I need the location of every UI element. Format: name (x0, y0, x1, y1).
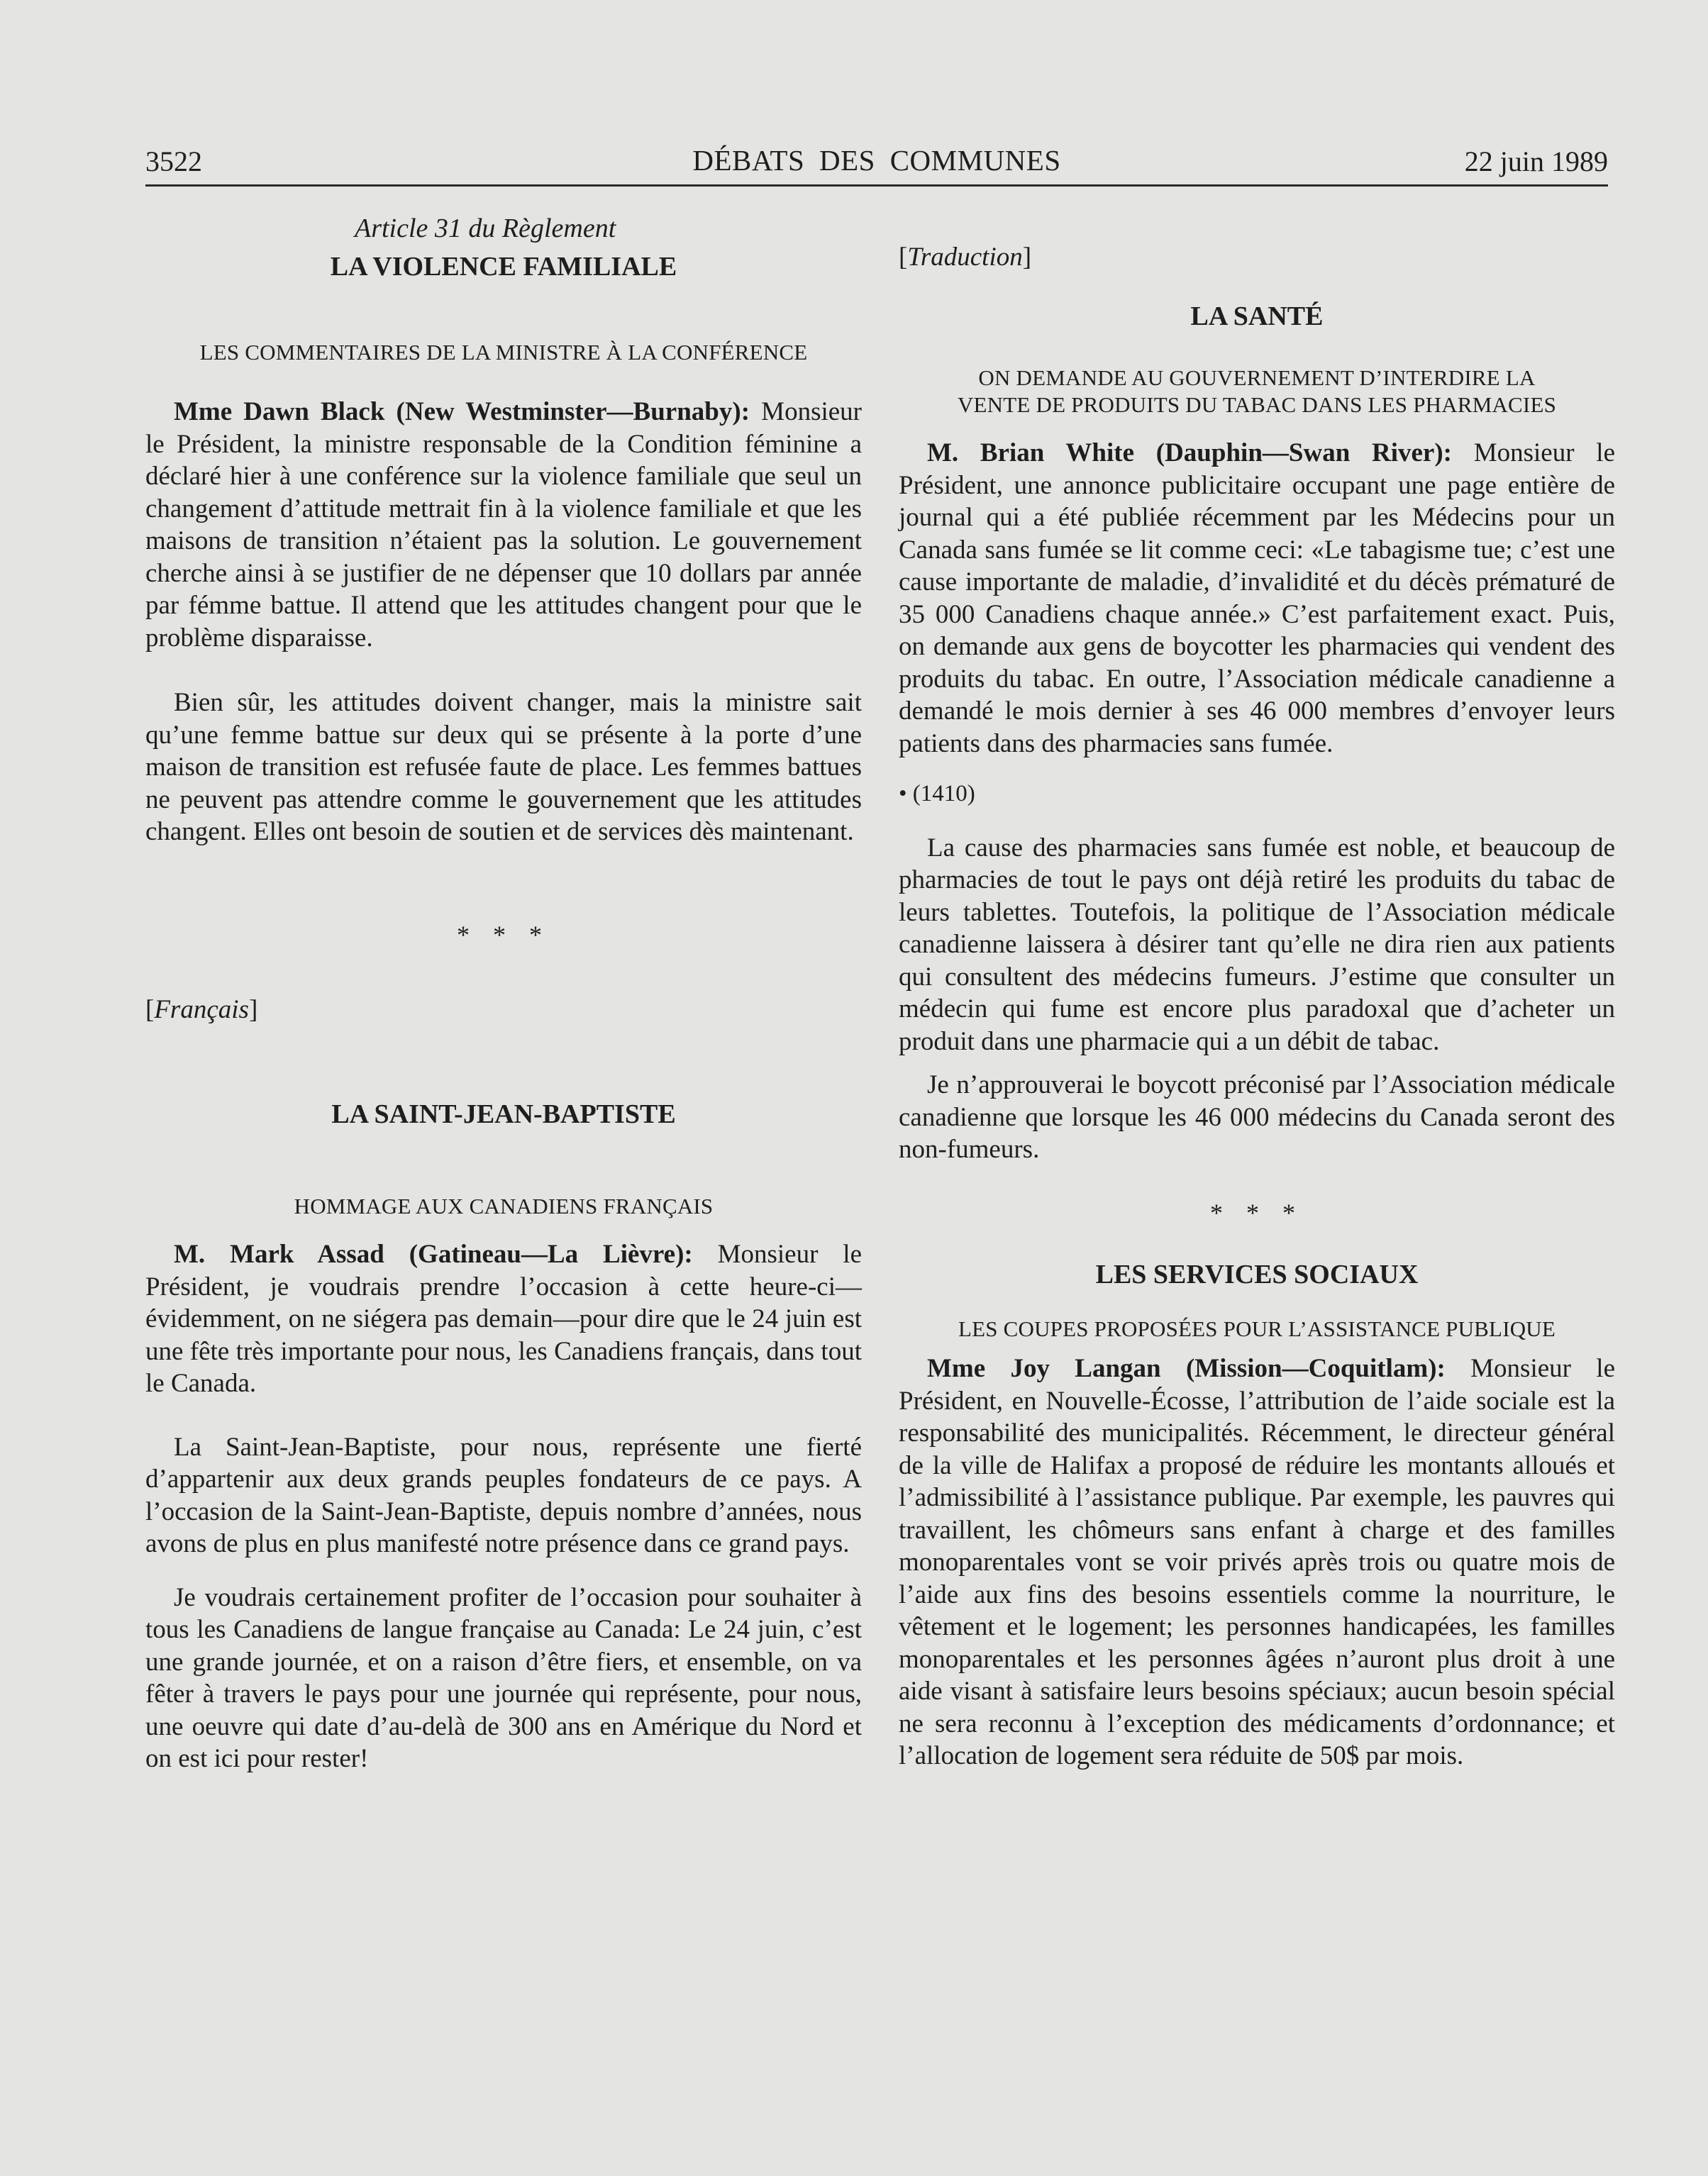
speaker-name: Mme Dawn Black (New Westminster—Burnaby): (174, 397, 750, 426)
language-tag: [Traduction] (899, 243, 1032, 272)
section-title: LA SAINT-JEAN-BAPTISTE (331, 1099, 676, 1129)
speech-paragraph: Mme Dawn Black (New Westminster—Burnaby): Monsieur le Président, la ministre responsable de la Condition féminine a déclaré hier à une conférence sur la violence familiale que seul un changement d’attitude mettrait fin à la violence familiale et que les maisons de transition n’étaient pas la solution. Le gouvernement cherche ainsi à se justifier de ne dépenser que 10 dollars par année par fémme battue. Il attend que les attitudes changent pour que le problème disparaisse. (145, 397, 862, 653)
section-subtitle: HOMMAGE AUX CANADIENS FRANÇAIS (294, 1194, 714, 1219)
speech-paragraph: Je voudrais certainement profiter de l’occasion pour souhaiter à tous les Canadiens de langue française au Canada: Le 24 juin, c’est une grande journée, et on a raison d’être fiers, et ensemble, on va fêter à travers le pays pour une journée qui représente, pour nous, une oeuvre qui date d’au-delà de 300 ans en Amérique du Nord et on est ici pour rester! (145, 1582, 862, 1773)
language-tag: [Français] (145, 995, 258, 1024)
speaker-name: Mme Joy Langan (Mission—Coquitlam): (927, 1354, 1446, 1383)
section-subtitle: LES COUPES PROPOSÉES POUR L’ASSISTANCE PUBLIQUE (958, 1316, 1556, 1341)
section-title: LA VIOLENCE FAMILIALE (330, 252, 677, 282)
speech-paragraph: La cause des pharmacies sans fumée est noble, et beaucoup de pharmacies de tout le pays ont déjà retiré les produits du tabac de leurs tablettes. Toutefois, la politique de l’Association médicale canadienne laissera à désirer tant qu’elle ne dira rien aux patients qui consultent des médecins fumeurs. J’estime que consulter un médecin qui fume est encore plus paradoxal que d’acheter un produit dans une pharmacie qui a un débit de tabac. (899, 833, 1615, 1056)
page-number: 3522 (145, 145, 202, 177)
time-marker: • (1410) (899, 781, 975, 806)
speech-paragraph: Je n’approuverai le boycott préconisé par l’Association médicale canadienne que lorsque les 46 000 médecins du Canada seront des non-fumeurs. (899, 1070, 1615, 1164)
page-date: 22 juin 1989 (1464, 145, 1608, 177)
speaker-name: M. Mark Assad (Gatineau—La Lièvre): (174, 1240, 693, 1269)
section-subtitle: LES COMMENTAIRES DE LA MINISTRE À LA CONFÉRENCE (199, 340, 808, 365)
speech-paragraph: M. Mark Assad (Gatineau—La Lièvre): Monsieur le Président, je voudrais prendre l’occasion à cette heure-ci—évidemment, on ne siégera pas demain—pour dire que le 24 juin est une fête très importante pour nous, les Canadiens français, dans tout le Canada. (145, 1240, 862, 1398)
speech-paragraph: M. Brian White (Dauphin—Swan River): Monsieur le Président, une annonce publicitaire occupant une page entière de journal qui a été publiée récemment par les Médecins pour un Canada sans fumée se lit comme ceci: «Le tabagisme tue; c’est une cause importante de maladie, d’invalidité et du décès prématuré de 35 000 Canadiens chaque année.» C’est parfaitement exact. Puis, on demande aux gens de boycotter les pharmacies qui vendent des produits du tabac. En outre, l’Association médicale canadienne a demandé le mois dernier à ses 46 000 membres d’envoyer leurs patients dans des pharmacies sans fumée. (899, 438, 1615, 758)
speech-paragraph: Mme Joy Langan (Mission—Coquitlam): Monsieur le Président, en Nouvelle-Écosse, l’attribution de l’aide sociale est la responsabilité des municipalités. Récemment, le directeur général de la ville de Halifax a proposé de réduire les montants alloués et l’admissibilité à l’assistance publique. Par exemple, les pauvres qui travaillent, les chômeurs sans enfant à charge et des familles monoparentales vont se voir privés après trois ou quatre mois de l’aide aux fins des besoins essentiels comme la nourriture, le vêtement et le logement; les personnes handicapées, les familles monoparentales et les personnes âgées n’auront plus droit à une aide visant à satisfaire leurs besoins spéciaux; aucun besoin spécial ne sera reconnu à l’exception des médicaments d’ordonnance; et l’allocation de logement sera réduite de 50$ par mois. (899, 1354, 1615, 1770)
section-subtitle: ON DEMANDE AU GOUVERNEMENT D’INTERDIRE LA VENTE DE PRODUITS DU TABAC DANS LES PHARMACIES (957, 365, 1557, 417)
publication-title: DÉBATS DES COMMUNES (692, 144, 1061, 177)
section-separator: * * * (457, 920, 550, 949)
section-title: LA SANTÉ (1190, 301, 1324, 331)
left-column (145, 213, 862, 1775)
rule-reference: Article 31 du Règlement (355, 213, 616, 243)
section-separator: * * * (1210, 1198, 1304, 1227)
speech-paragraph: Bien sûr, les attitudes doivent changer, mais la ministre sait qu’une femme battue sur deux qui se présente à la porte d’une maison de transition est refusée faute de place. Les femmes battues ne peuvent pas attendre comme le gouvernement que les attitudes changent. Elles ont besoin de soutien et de services dès maintenant. (145, 688, 862, 846)
section-title: LES SERVICES SOCIAUX (1095, 1260, 1419, 1289)
right-column (899, 213, 1615, 1772)
speaker-name: M. Brian White (Dauphin—Swan River): (927, 438, 1452, 467)
speech-paragraph: La Saint-Jean-Baptiste, pour nous, représente une fierté d’appartenir aux deux grands peuples fondateurs de ce pays. A l’occasion de la Saint-Jean-Baptiste, depuis nombre d’années, nous avons de plus en plus manifesté notre présence dans ce grand pays. (145, 1432, 862, 1558)
